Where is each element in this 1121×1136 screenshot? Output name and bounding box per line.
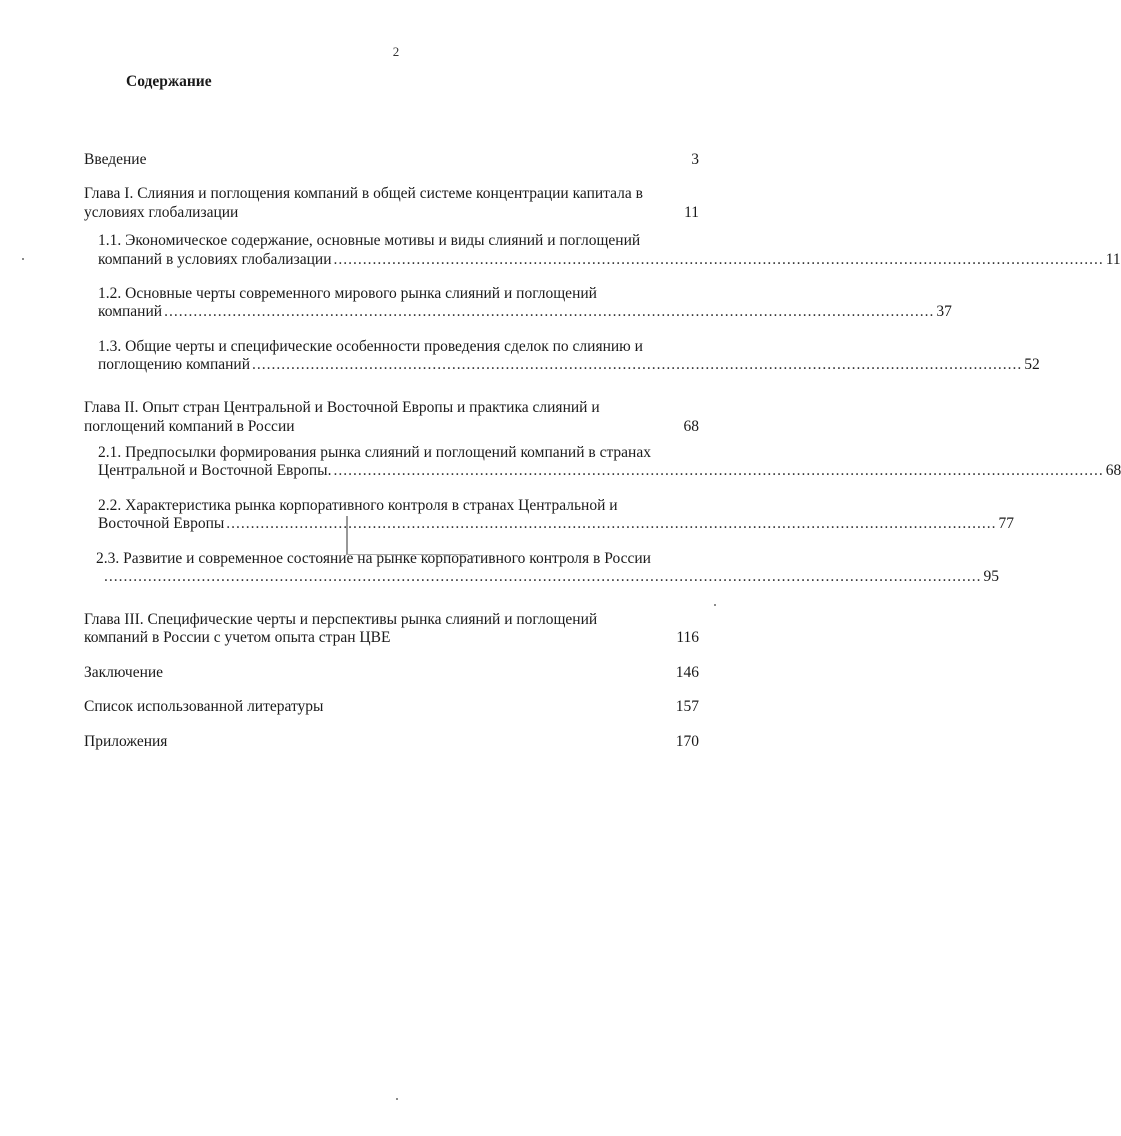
toc-section-1-1-line1: 1.1. Экономическое содержание, основные мотивы и виды слияний и поглощений [98, 232, 641, 249]
toc-section-2-2-label: Восточной Европы [98, 515, 225, 532]
scan-speck [714, 604, 716, 606]
toc-section-1-3-line2 [98, 356, 1040, 374]
toc-intro-page: 3 [691, 151, 699, 168]
dot-leader: .............................................................................................................................................................. [333, 462, 1104, 479]
toc-section-1-3-label: поглощению компаний [98, 356, 251, 373]
toc-chapter1-page: 11 [684, 204, 699, 221]
toc-intro-label: Введение [84, 151, 147, 168]
toc-section-2-1-line2 [98, 462, 1121, 480]
toc-section-2-2-line1: 2.2. Характеристика рынка корпоративного контроля в странах Центральной и [98, 497, 618, 514]
toc-section-1-3-line1: 1.3. Общие черты и специфические особенности проведения сделок по слиянию и [98, 338, 643, 355]
toc-chapter1-line1: Глава I. Слияния и поглощения компаний в общей системе концентрации капитала в [84, 185, 643, 202]
toc-section-1-2-line2 [98, 303, 952, 321]
toc-chapter3-line1: Глава III. Специфические черты и перспективы рынка слияний и поглощений [84, 611, 598, 628]
toc-section-2-1-page: 68 [1105, 462, 1121, 479]
toc-section-2-3-page: 95 [983, 568, 999, 585]
page-number: 2 [392, 44, 400, 59]
toc-section-1-1-page: 11 [1105, 251, 1121, 268]
page-title: Содержание [126, 73, 212, 90]
toc-section-1-2-page: 37 [936, 303, 952, 320]
toc-chapter3-page: 116 [676, 629, 699, 646]
toc-section-2-1-line1: 2.1. Предпосылки формирования рынка слияний и поглощений компаний в странах [98, 444, 651, 461]
scan-speck [396, 1098, 398, 1100]
toc-section-1-2-label: компаний [98, 303, 163, 320]
dot-leader: .............................................................................................................................................................. [164, 303, 935, 320]
toc-section-1-1-label: компаний в условиях глобализации [98, 251, 332, 268]
toc-conclusion-label: Заключение [84, 664, 164, 681]
toc-chapter2-line2: поглощений компаний в России [84, 418, 295, 435]
scan-artifact-bracket [346, 516, 468, 555]
scan-speck [22, 258, 24, 260]
toc-chapter2-page: 68 [683, 418, 699, 435]
dot-leader: .................................................................................................................................................................................... [104, 568, 982, 585]
toc-chapter2-line1: Глава II. Опыт стран Центральной и Восточной Европы и практика слияний и [84, 399, 600, 416]
toc-section-2-3-line2 [102, 568, 999, 586]
toc-appendices-label: Приложения [84, 733, 168, 750]
toc-references-label: Список использованной литературы [84, 698, 324, 715]
toc-section-2-2-page: 77 [998, 515, 1015, 532]
toc-section-1-3-page: 52 [1024, 356, 1040, 373]
toc-references-page: 157 [675, 698, 699, 715]
dot-leader: .............................................................................................................................................................. [252, 356, 1023, 373]
dot-leader: .............................................................................................................................................................. [333, 251, 1104, 268]
toc-section-2-1-label: Центральной и Восточной Европы. [98, 462, 332, 479]
toc-chapter3-line2: компаний в России с учетом опыта стран ЦВЕ [84, 629, 391, 646]
toc-appendices-page: 170 [675, 733, 699, 750]
toc-section-2-3-line1: 2.3. Развитие и современное состояние на рынке корпоративного контроля в России [96, 550, 651, 567]
toc-chapter1-line2: условиях глобализации [84, 204, 239, 221]
toc-section-1-2-line1: 1.2. Основные черты современного мирового рынка слияний и поглощений [98, 285, 597, 302]
toc-conclusion-page: 146 [675, 664, 699, 681]
toc-section-1-1-line2 [98, 251, 1121, 269]
dot-leader: .............................................................................................................................................................. [226, 515, 997, 532]
